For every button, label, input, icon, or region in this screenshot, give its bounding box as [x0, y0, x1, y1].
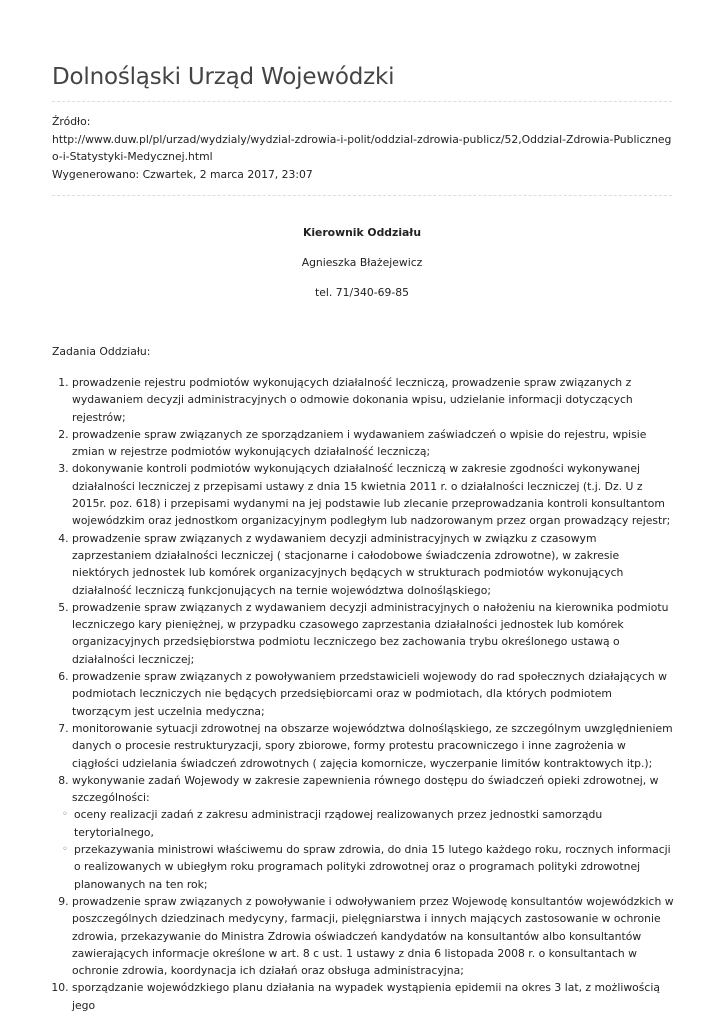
contact-phone: tel. 71/340-69-85 — [315, 286, 409, 299]
list-item: 5. prowadzenie spraw związanych z wydawaniem decyzji administracyjnych o nałożeniu na kierownika podmiotu leczniczego kary pieniężnej, w przypadku czasowego zaprzestania działalności jednostek lub komórek organizacyjnych przedsiębiorstwa podmiotu leczniczego bez zachowania trybu określonego ustawą o działalności leczniczej; — [72, 599, 674, 668]
list-item: 7. monitorowanie sytuacji zdrowotnej na obszarze województwa dolnośląskiego, ze szczególnym uwzględnieniem danych o procesie restrukturyzacji, spory zbiorowe, formy protestu pracowniczego i inne zagrożenia w ciągłości udzielania świadczeń zdrowotnych ( zajęcia komornicze, wyczerpanie limitów kontraktowych itp.); — [72, 720, 674, 772]
contact-role: Kierownik Oddziału — [302, 226, 422, 239]
list-item-text: wykonywanie zadań Wojewody w zakresie zapewnienia równego dostępu do świadczeń opieki zdrowotnej, w szczególności: — [72, 773, 659, 805]
sub-list-item: ◦ przekazywania ministrowi właściwemu do spraw zdrowia, do dnia 15 lutego każdego roku, rocznych informacji o realizowanych w ubiegłym roku programach polityki zdrowotnej oraz o programach polityki zdrowotnej planowanych na ten rok; — [52, 841, 674, 893]
list-item — [72, 772, 674, 893]
list-item: 1. prowadzenie rejestru podmiotów wykonujących działalność leczniczą, prowadzenie spraw związanych z wydawaniem decyzji administracyjnych o odmowie dokonania wpisu, udzielanie informacji dotyczących rejestrów; — [72, 374, 674, 426]
page-title: Dolnośląski Urząd Wojewódzki — [52, 64, 395, 90]
list-item: 6. prowadzenie spraw związanych z powoływaniem przedstawicieli wojewody do rad społecznych działających w podmiotach leczniczych nie będących przedsiębiorcami oraz w podmiotach, dla których podmiotem tworzącym jest uczelnia medyczna; — [72, 668, 674, 720]
source-url[interactable]: http://www.duw.pl/pl/urzad/wydzialy/wydzial-zdrowia-i-polit/oddzial-zdrowia-publicz/52,Oddzial-Zdrowia-Publicznego-i-Statystyki-Medycznej.html — [52, 132, 672, 163]
list-item: 9. prowadzenie spraw związanych z powoływanie i odwoływaniem przez Wojewodę konsultantów wojewódzkich w poszczególnych dziedzinach medycyny, farmacji, pielęgniarstwa i innych mających zastosowanie w ochronie zdrowia, przekazywanie do Ministra Zdrowia oświadczeń kandydatów na konsultantów albo konsultantów zawierających informacje określone w art. 8 c ust. 1 ustawy z dnia 6 listopada 2008 r. o konsultantach w ochronie zdrowia, koordynacja ich działań oraz obsługa administracyjna; — [72, 893, 674, 979]
generated-date: Wygenerowano: Czwartek, 2 marca 2017, 23:07 — [52, 167, 313, 181]
source-block — [52, 113, 677, 183]
list-item: 3. dokonywanie kontroli podmiotów wykonujących działalność leczniczą w zakresie zgodności wykonywanej działalności leczniczej z przepisami ustawy z dnia 15 kwietnia 2011 r. o działalności leczniczej (t.j. Dz. U z 2015r. poz. 618) i przepisami wydanymi na jej podstawie lub zlecanie przeprowadzania kontroli konsultantom wojewódzkim oraz jednostkom organizacyjnym podległym lub nadzorowanym przez organ prowadzący rejestr; — [72, 460, 674, 529]
tasks-heading: Zadania Oddziału: — [52, 345, 151, 358]
tasks-list — [52, 374, 674, 1014]
source-label: Źródło: — [52, 115, 91, 128]
sub-list-item: ◦ oceny realizacji zadań z zakresu administracji rządowej realizowanych przez jednostki samorządu terytorialnego, — [52, 806, 674, 841]
contact-name: Agnieszka Błażejewicz — [301, 256, 423, 269]
list-item: 10. sporządzanie wojewódzkiego planu działania na wypadek wystąpienia epidemii na okres 3 lat, z możliwością jego — [72, 979, 674, 1014]
list-item: 4. prowadzenie spraw związanych z wydawaniem decyzji administracyjnych w związku z czasowym zaprzestaniem działalności leczniczej ( stacjonarne i całodobowe świadczenia zdrowotne), w zakresie niektórych jednostek lub komórek organizacyjnych będących w strukturach podmiotów wykonujących działalność leczniczą funkcjonujących na ternie województwa dolnośląskiego; — [72, 530, 674, 599]
divider — [52, 101, 672, 102]
sub-list — [52, 806, 674, 892]
list-item: 2. prowadzenie spraw związanych ze sporządzaniem i wydawaniem zaświadczeń o wpisie do rejestru, wpisie zmian w rejestrze podmiotów wykonujących działalność leczniczą; — [72, 426, 674, 461]
divider — [52, 195, 672, 196]
